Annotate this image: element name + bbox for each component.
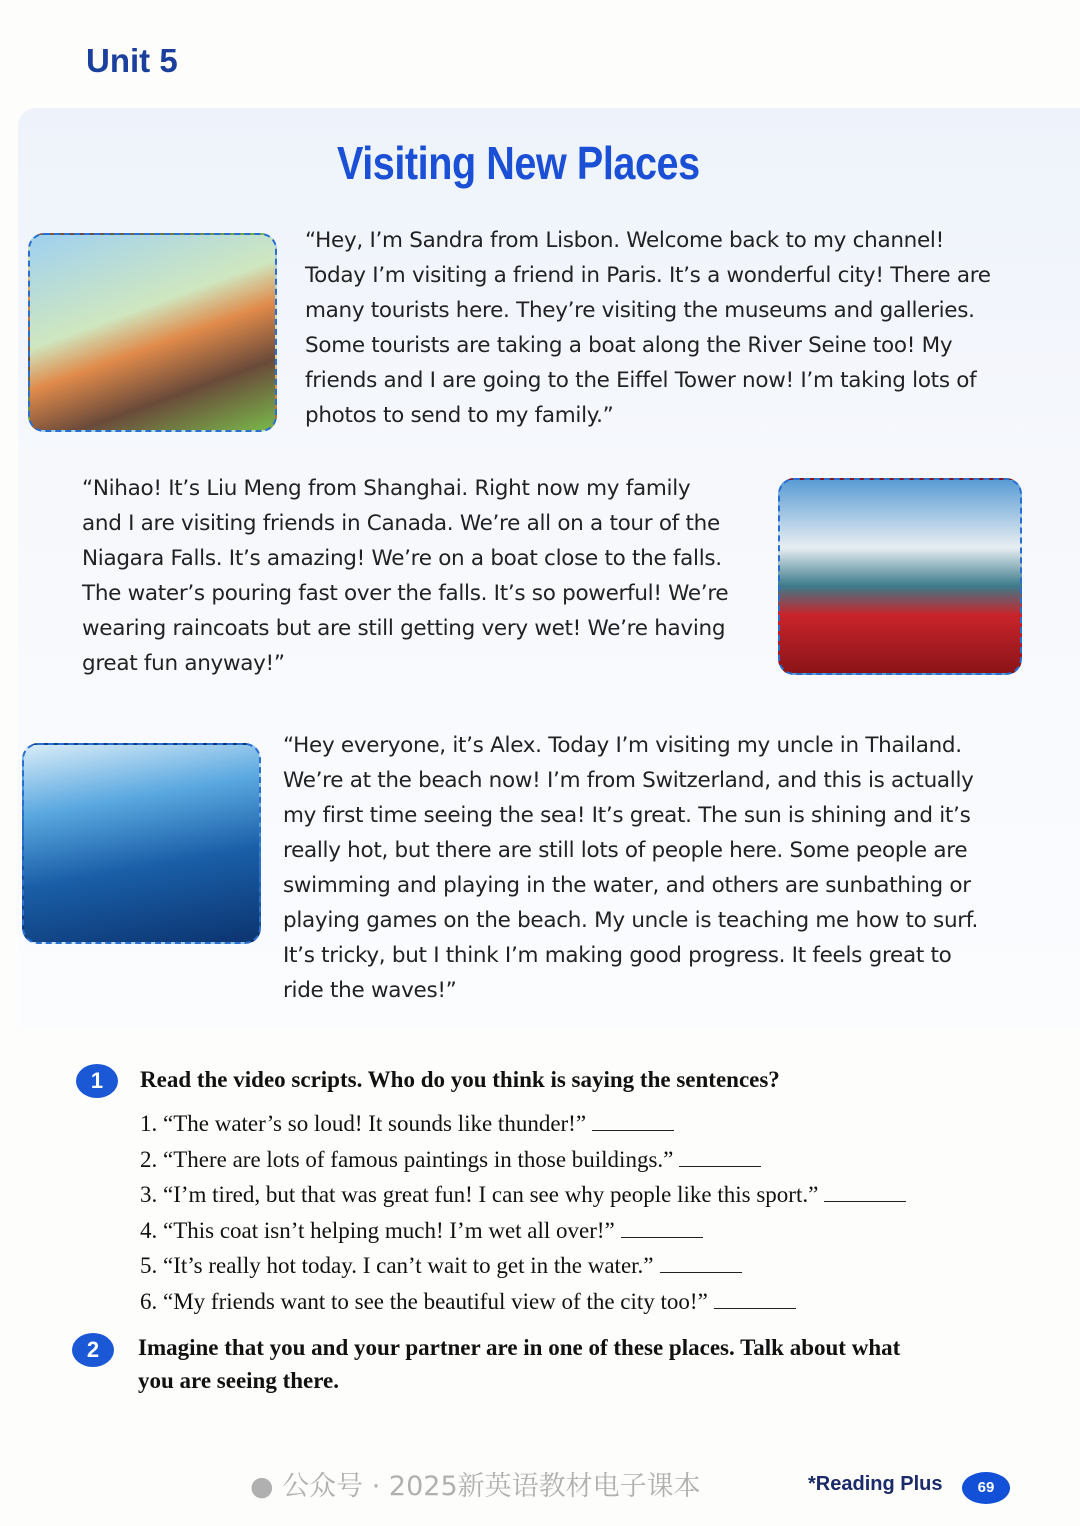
passage-line: really hot, but there are still lots of people here. Some people are — [283, 838, 968, 863]
answer-blank[interactable] — [660, 1271, 742, 1273]
page-number: 69 — [962, 1472, 1010, 1504]
passage-alex — [283, 728, 978, 1008]
answer-blank[interactable] — [714, 1307, 796, 1309]
item-text: “The water’s so loud! It sounds like thunder!” — [163, 1111, 587, 1136]
item-number: 6. — [140, 1288, 158, 1314]
section-label: *Reading Plus — [808, 1473, 943, 1495]
exercise-item — [140, 1253, 742, 1279]
passage-line: It’s tricky, but I think I’m making good progress. It feels great to — [283, 943, 952, 968]
item-text: “It’s really hot today. I can’t wait to get in the water.” — [163, 1253, 654, 1278]
unit-label: Unit 5 — [86, 42, 178, 79]
passage-liu-meng — [82, 471, 728, 681]
item-text: “This coat isn’t helping much! I’m wet all over!” — [163, 1217, 615, 1243]
exercise-item — [140, 1147, 761, 1173]
passage-line: “Nihao! It’s Liu Meng from Shanghai. Right now my family — [82, 476, 691, 501]
page-title: Visiting New Places — [337, 137, 700, 189]
item-number: 1. — [140, 1111, 158, 1136]
exercise-instruction-line: you are seeing there. — [138, 1368, 340, 1393]
passage-line: We’re at the beach now! I’m from Switzerland, and this is actually — [283, 768, 974, 793]
exercise-item — [140, 1111, 674, 1137]
niagara-falls-photo — [778, 478, 1022, 675]
exercise-item — [140, 1289, 796, 1315]
eiffel-tower-photo — [28, 233, 277, 432]
passage-line: Niagara Falls. It’s amazing! We’re on a boat close to the falls. — [82, 546, 722, 571]
answer-blank[interactable] — [621, 1236, 703, 1238]
exercise-instruction: Read the video scripts. Who do you think is saying the sentences? — [140, 1067, 780, 1092]
passage-line: photos to send to my family.” — [305, 403, 614, 428]
item-text: “I’m tired, but that was great fun! I can see why people like this sport.” — [163, 1182, 819, 1207]
passage-line: many tourists here. They’re visiting the museums and galleries. — [305, 298, 975, 323]
passage-line: The water’s pouring fast over the falls. It’s so powerful! We’re — [82, 581, 729, 606]
passage-line: wearing raincoats but are still getting very wet! We’re having — [82, 616, 726, 641]
item-number: 5. — [140, 1253, 158, 1278]
answer-blank[interactable] — [824, 1200, 906, 1202]
exercise-item — [140, 1182, 906, 1208]
watermark-text: 公众号 · 2025新英语教材电子课本 — [282, 1471, 701, 1502]
exercise-number-badge: 2 — [72, 1333, 114, 1367]
passage-line: my first time seeing the sea! It’s great. The sun is shining and it’s — [283, 803, 971, 828]
answer-blank[interactable] — [679, 1165, 761, 1167]
item-text: “My friends want to see the beautiful view of the city too!” — [163, 1288, 708, 1314]
item-text: “There are lots of famous paintings in those buildings.” — [163, 1146, 674, 1172]
passage-line: swimming and playing in the water, and others are sunbathing or — [283, 873, 971, 898]
passage-line: ride the waves!” — [283, 978, 457, 1003]
passage-line: “Hey everyone, it’s Alex. Today I’m visiting my uncle in Thailand. — [283, 733, 962, 758]
passage-line: playing games on the beach. My uncle is teaching me how to surf. — [283, 908, 979, 933]
passage-sandra — [305, 223, 991, 433]
passage-line: great fun anyway!” — [82, 651, 285, 676]
wechat-icon: ● — [250, 1471, 274, 1502]
item-number: 3. — [140, 1182, 158, 1207]
watermark — [250, 1464, 701, 1503]
passage-line: “Hey, I’m Sandra from Lisbon. Welcome back to my channel! — [305, 228, 944, 253]
item-number: 4. — [140, 1217, 158, 1243]
item-number: 2. — [140, 1146, 158, 1172]
answer-blank[interactable] — [592, 1129, 674, 1131]
passage-line: Some tourists are taking a boat along the River Seine too! My — [305, 333, 953, 358]
exercise-item — [140, 1218, 703, 1244]
exercise-instruction-line: Imagine that you and your partner are in one of these places. Talk about what — [138, 1335, 901, 1360]
passage-line: and I are visiting friends in Canada. We’re all on a tour of the — [82, 511, 720, 536]
exercise-number-badge: 1 — [76, 1064, 118, 1098]
passage-line: friends and I are going to the Eiffel Tower now! I’m taking lots of — [305, 368, 977, 393]
surfer-photo — [22, 743, 261, 944]
passage-line: Today I’m visiting a friend in Paris. It’s a wonderful city! There are — [305, 263, 991, 288]
